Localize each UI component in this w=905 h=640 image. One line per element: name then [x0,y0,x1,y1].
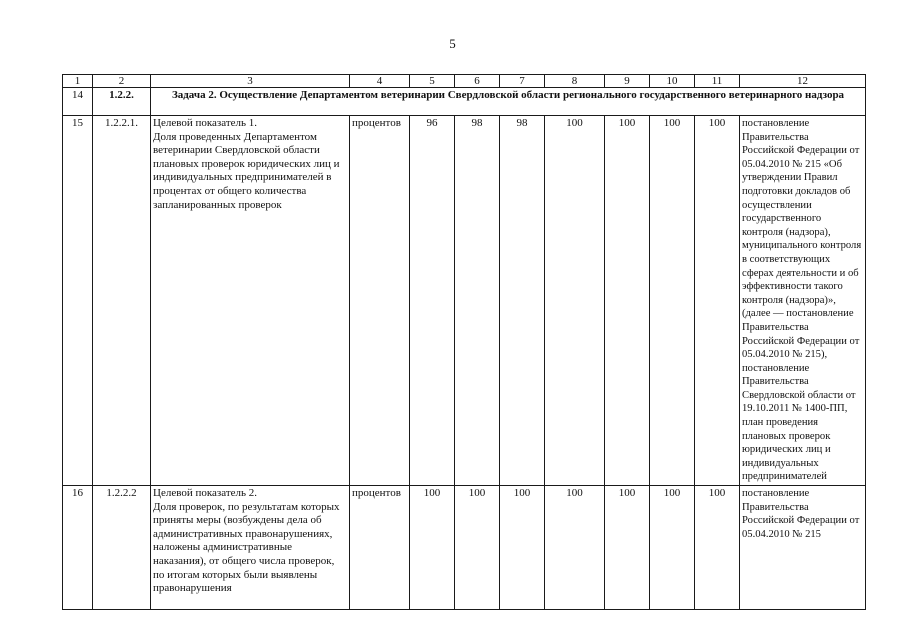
value-cell: 100 [500,486,545,610]
indicator-cell [151,486,350,610]
task-title: Задача 2. Осуществление Департаментом ветеринарии Свердловской области регионального государственного ветеринарного надзора [151,88,866,116]
unit-cell: процентов [350,486,410,610]
unit-cell: процентов [350,116,410,486]
value-cell: 100 [545,486,605,610]
column-number-row [63,75,866,88]
column-number: 1 [63,75,93,88]
row-code: 1.2.2. [93,88,151,116]
row-code: 1.2.2.1. [93,116,151,486]
table-row [63,486,866,610]
task-row [63,88,866,116]
value-cell: 100 [650,486,695,610]
column-number: 12 [740,75,866,88]
indicator-cell [151,116,350,486]
value-cell: 100 [650,116,695,486]
column-number: 2 [93,75,151,88]
source-note: постановление Правительства Российской Федерации от 05.04.2010 № 215 [740,486,866,610]
value-cell: 100 [545,116,605,486]
row-number: 14 [63,88,93,116]
column-number: 9 [605,75,650,88]
column-number: 5 [410,75,455,88]
indicator-title: Целевой показатель 2. [153,487,258,500]
column-number: 4 [350,75,410,88]
value-cell: 98 [455,116,500,486]
column-number: 11 [695,75,740,88]
indicators-table [62,74,866,610]
column-number: 10 [650,75,695,88]
table-row [63,116,866,486]
column-number: 6 [455,75,500,88]
value-cell: 96 [410,116,455,486]
row-number: 16 [63,486,93,610]
indicator-title: Целевой показатель 1. [153,117,258,129]
value-cell: 98 [500,116,545,486]
column-number: 8 [545,75,605,88]
value-cell: 100 [605,116,650,486]
indicator-description: Доля проверок, по результатам которых приняты меры (возбуждены дела об административных правонарушениях, наложены административные наказания), от общего числа проверок, по итогам которых были выявлены правонарушения [153,500,340,595]
row-code: 1.2.2.2 [93,486,151,610]
value-cell: 100 [605,486,650,610]
page-number: 5 [449,36,456,51]
source-note: постановление Правительства Российской Федерации от 05.04.2010 № 215 «Об утверждении Правил подготовки докладов об осуществлении государственного контроля (надзора), муниципального контроля в соответствующих сферах деятельности и об эффективности такого контроля (надзора)», (далее — постановление Правительства Российской Федерации от 05.04.2010 № 215), постановление Правительства Свердловской области от 19.10.2011 № 1400-ПП, план проведения плановых проверок юридических лиц и индивидуальных предпринимателей [740,116,866,486]
value-cell: 100 [695,486,740,610]
column-number: 3 [151,75,350,88]
indicator-description: Доля проведенных Департаментом ветеринарии Свердловской области плановых проверок юридических лиц и индивидуальных предпринимателей в процентах от общего количества запланированных проверок [153,130,340,211]
column-number: 7 [500,75,545,88]
value-cell: 100 [410,486,455,610]
row-number: 15 [63,116,93,486]
value-cell: 100 [455,486,500,610]
value-cell: 100 [695,116,740,486]
